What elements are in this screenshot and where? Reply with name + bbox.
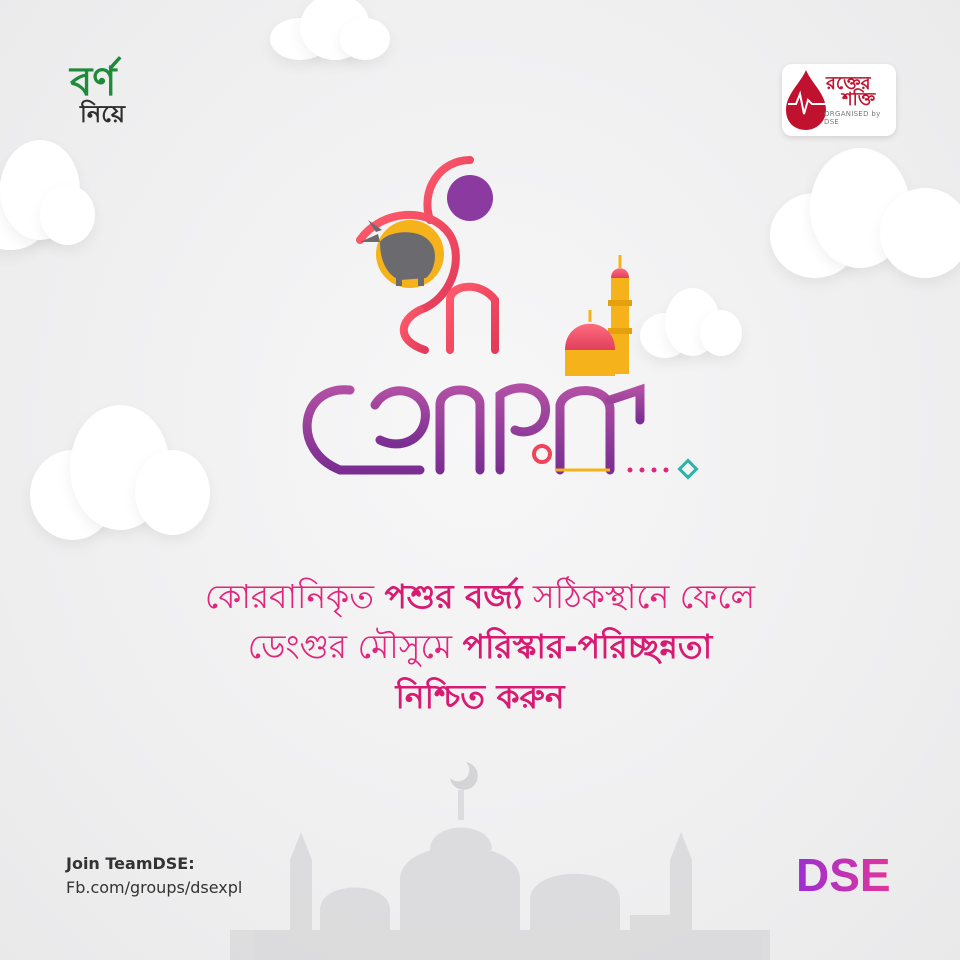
message-line2-a: ডেংগুর মৌসুমে	[247, 627, 463, 666]
headline-eid-art	[360, 160, 542, 350]
headline-eid-text	[280, 150, 281, 151]
cloud-left-top	[0, 140, 100, 250]
message-line1-a: কোরবানিকৃত	[204, 577, 385, 616]
headline-mubarak-art	[307, 388, 696, 478]
mosque-icon	[565, 255, 632, 376]
message-block	[120, 572, 840, 722]
cloud-top-center	[270, 0, 390, 60]
brand-right-sub: ORGANISED by DSE	[824, 110, 881, 126]
message-line1-c: সঠিকস্থানে ফেলে	[522, 577, 756, 616]
message-line1-b: পশুর বর্জ্য	[384, 577, 523, 616]
brand-right-line1: রক্তের	[826, 73, 871, 94]
brand-logo-left	[62, 59, 152, 132]
cloud-left-mid	[30, 405, 210, 540]
mosque-skyline	[230, 740, 770, 960]
eid-mubarak-title	[280, 150, 720, 500]
dse-logo	[794, 848, 890, 898]
brand-logo-right	[782, 64, 896, 136]
message-line3: নিশ্চিত করুন	[395, 677, 565, 716]
dse-logo-text: DSE	[796, 849, 890, 898]
message-line-3	[120, 672, 840, 722]
message-line2-b: পরিস্কার-পরিচ্ছন্নতা	[462, 627, 713, 666]
join-label: Join TeamDSE:	[66, 854, 195, 873]
brand-right-line2: শক্তি	[842, 89, 876, 110]
brand-left-line2: নিয়ে	[80, 100, 125, 128]
message-line-2	[120, 622, 840, 672]
join-info	[66, 852, 242, 900]
brand-left-line1: বর্ণ	[70, 59, 117, 105]
group-link[interactable]: Fb.com/groups/dsexpl	[66, 878, 243, 897]
headline-mubarak-text	[280, 152, 283, 153]
cloud-right-top	[770, 148, 960, 283]
message-line-1	[120, 572, 840, 622]
